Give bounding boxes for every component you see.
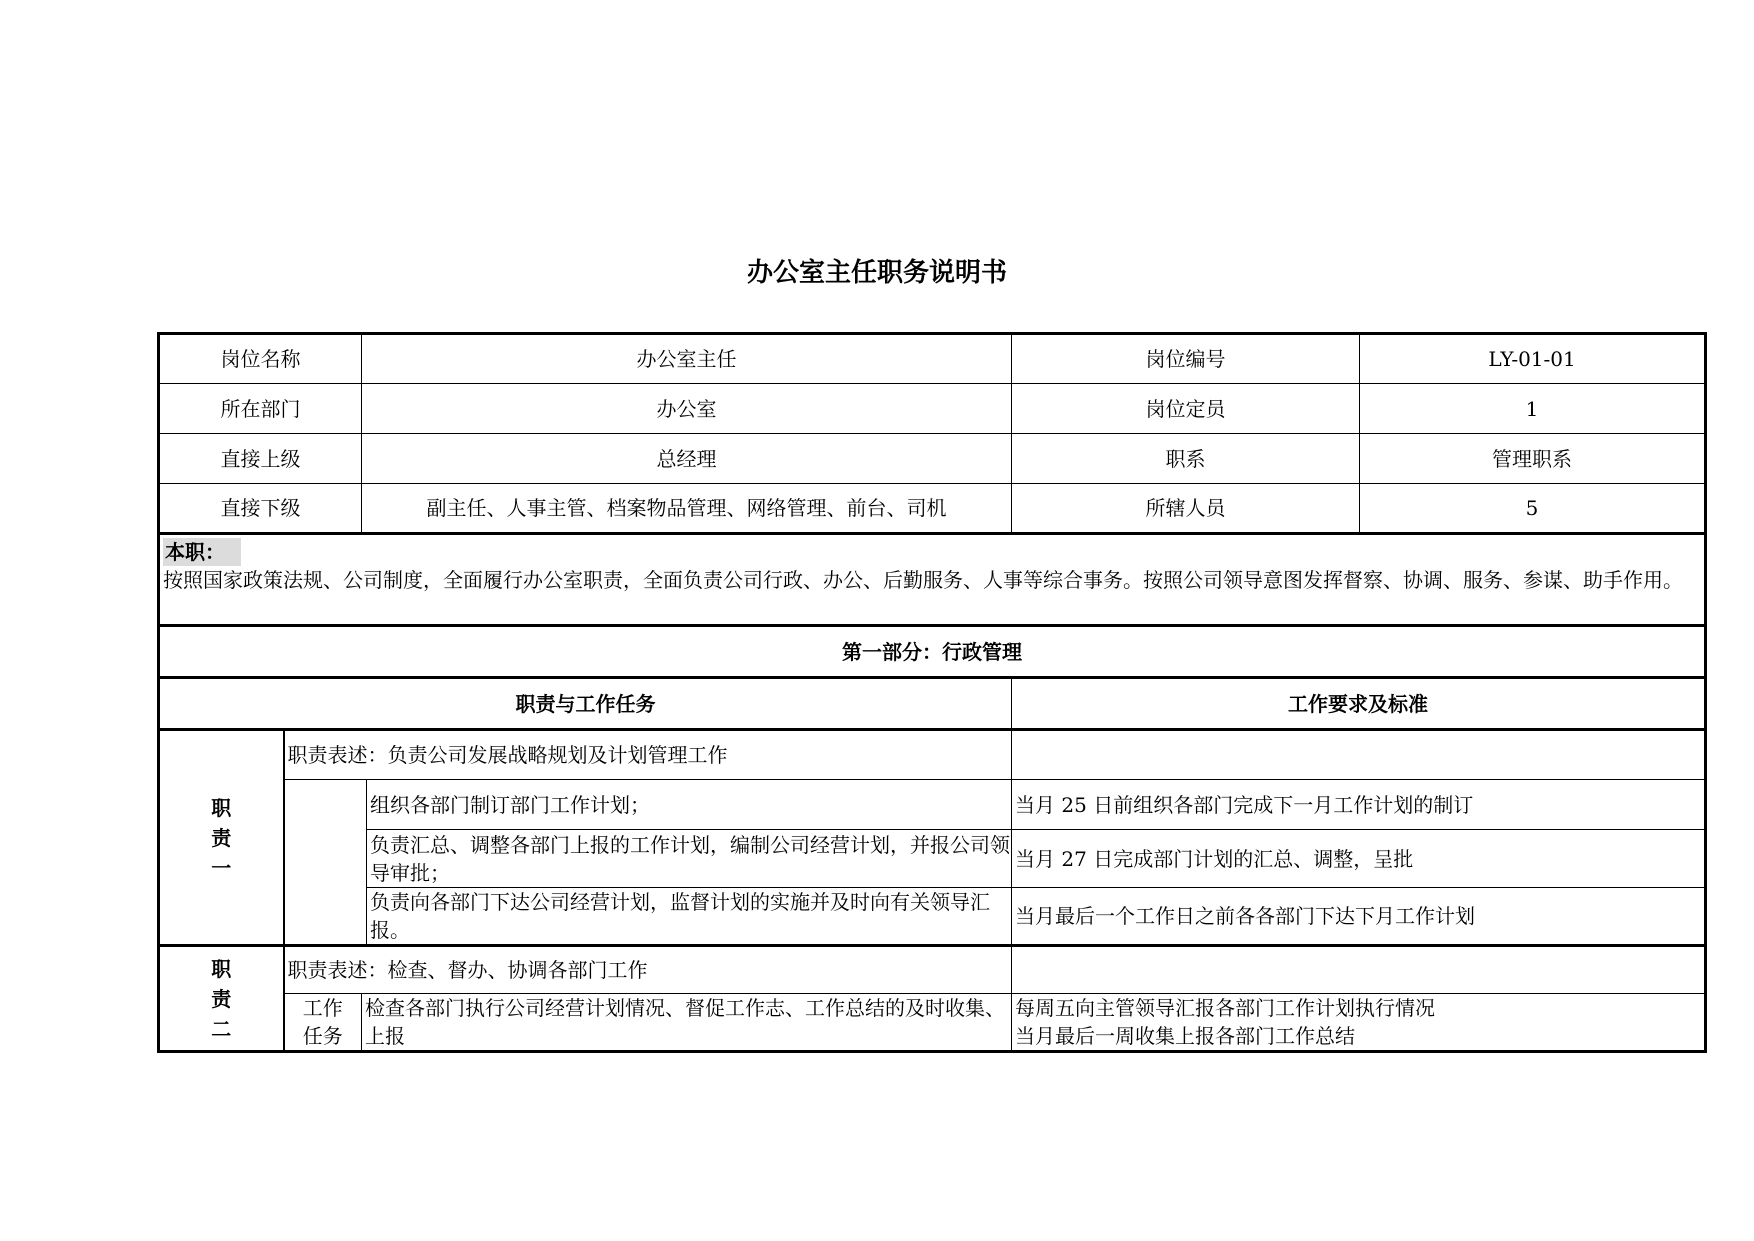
series-label: 职系 <box>1012 434 1360 484</box>
duty-two-task-label: 工作 任务 <box>284 994 362 1052</box>
subordinate-value: 副主任、人事主管、档案物品管理、网络管理、前台、司机 <box>362 484 1012 534</box>
column-header-row <box>159 678 1706 730</box>
duty-two-description: 职责表述：检查、督办、协调各部门工作 <box>284 946 1012 994</box>
duty-one-standard-2: 当月 27 日完成部门计划的汇总、调整，呈批 <box>1012 830 1706 888</box>
post-name-label: 岗位名称 <box>159 334 362 384</box>
info-row-superior <box>159 434 1706 484</box>
section-title-row <box>159 626 1706 678</box>
duty-two-standard-1: 每周五向主管领导汇报各部门工作计划执行情况 当月最后一周收集上报各部门工作总结 <box>1012 994 1706 1052</box>
col-standards-header: 工作要求及标准 <box>1012 678 1706 730</box>
duty-one-description-standard <box>1012 730 1706 780</box>
duty-summary-row <box>159 534 1706 626</box>
duty-two-description-standard <box>1012 946 1706 994</box>
duty-one-task-row <box>159 830 1706 888</box>
post-code-value: LY-01-01 <box>1360 334 1706 384</box>
staff-value: 5 <box>1360 484 1706 534</box>
duty-one-task-1: 组织各部门制订部门工作计划； <box>367 780 1012 830</box>
post-code-label: 岗位编号 <box>1012 334 1360 384</box>
duty-two-task-row <box>159 994 1706 1052</box>
dept-value: 办公室 <box>362 384 1012 434</box>
superior-label: 直接上级 <box>159 434 362 484</box>
staff-label: 所辖人员 <box>1012 484 1360 534</box>
duty-label: 本职： <box>163 538 241 566</box>
duty-one-task-3: 负责向各部门下达公司经营计划，监督计划的实施并及时向有关领导汇报。 <box>367 888 1012 946</box>
info-row-dept <box>159 384 1706 434</box>
duty-one-task-2: 负责汇总、调整各部门上报的工作计划，编制公司经营计划，并报公司领导审批； <box>367 830 1012 888</box>
col-tasks-header: 职责与工作任务 <box>159 678 1012 730</box>
dept-label: 所在部门 <box>159 384 362 434</box>
duty-one-standard-1: 当月 25 日前组织各部门完成下一月工作计划的制订 <box>1012 780 1706 830</box>
duty-one-task-label-cell <box>284 780 367 946</box>
duty-one-label-cell <box>159 730 284 946</box>
page-title: 办公室主任职务说明书 <box>746 258 1007 288</box>
job-description-table <box>157 332 1707 1053</box>
duty-one-description: 职责表述：负责公司发展战略规划及计划管理工作 <box>284 730 1012 780</box>
duty-one-description-row <box>159 730 1706 780</box>
superior-value: 总经理 <box>362 434 1012 484</box>
info-row-subordinate <box>159 484 1706 534</box>
duty-two-label: 职 责 二 <box>211 956 232 1041</box>
duty-one-standard-3: 当月最后一个工作日之前各各部门下达下月工作计划 <box>1012 888 1706 946</box>
section-title: 第一部分：行政管理 <box>159 626 1706 678</box>
quota-value: 1 <box>1360 384 1706 434</box>
post-name-value: 办公室主任 <box>362 334 1012 384</box>
duty-one-label: 职 责 一 <box>211 795 232 880</box>
series-value: 管理职系 <box>1360 434 1706 484</box>
duty-two-task-1: 检查各部门执行公司经营计划情况、督促工作志、工作总结的及时收集、上报 <box>362 994 1012 1052</box>
duty-two-description-row <box>159 946 1706 994</box>
duty-text: 按照国家政策法规、公司制度，全面履行办公室职责，全面负责公司行政、办公、后勤服务、人事等综合事务。按照公司领导意图发挥督察、协调、服务、参谋、助手作用。 <box>163 568 1683 592</box>
quota-label: 岗位定员 <box>1012 384 1360 434</box>
info-row-post <box>159 334 1706 384</box>
duty-one-task-row <box>159 888 1706 946</box>
subordinate-label: 直接下级 <box>159 484 362 534</box>
duty-one-task-row <box>159 780 1706 830</box>
duty-two-label-cell <box>159 946 284 1052</box>
